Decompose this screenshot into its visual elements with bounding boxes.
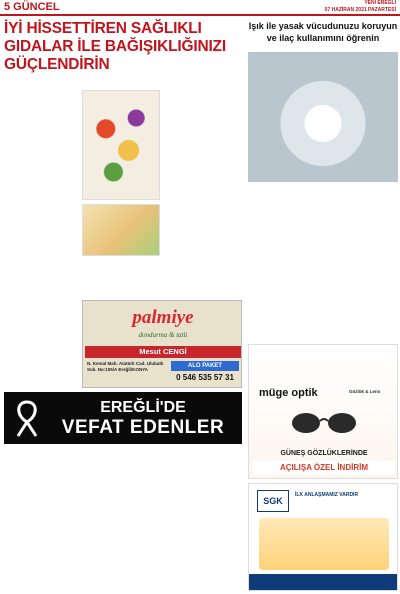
mugeoptik-logo: müge optik: [259, 387, 318, 399]
mourning-ribbon-icon: [12, 400, 42, 438]
sgk-illustration: [259, 518, 389, 570]
obituary-column-1: [4, 448, 120, 590]
sgk-advertisement: [248, 483, 398, 591]
healthy-food-photo: [82, 90, 160, 200]
obituary-banner: [4, 392, 242, 444]
mugeoptik-offer-line2: AÇILIŞA ÖZEL İNDİRİM: [253, 461, 395, 475]
palmiye-phone: 0 546 535 57 31: [176, 373, 234, 382]
obituary-title-line2: VEFAT EDENLER: [61, 417, 225, 438]
palmiye-delivery-badge: ALO PAKET: [171, 361, 239, 371]
mugeoptik-advertisement: [248, 344, 398, 479]
palmiye-subtitle: dondurma & tatlı: [138, 331, 188, 339]
side-story-body: [248, 190, 398, 340]
palmiye-advertisement: [82, 300, 242, 388]
obituary-title-line1: EREĞLİ'DE: [100, 399, 186, 416]
sunglasses-icon: [289, 409, 359, 437]
paper-name: YENİ EREĞLİ: [364, 0, 396, 6]
palmiye-logo: palmiye: [132, 307, 194, 328]
side-story-headline: Işık ile yasak vücudunuzu koruyun ve ilaç kullanımını öğrenin: [248, 21, 398, 43]
section-label: 5 GÜNCEL: [4, 1, 60, 13]
mugeoptik-tagline: Gözlük & Lens: [349, 389, 381, 394]
sgk-title: İLK ANLAŞMAMIZ VARDIR: [295, 492, 359, 498]
palmiye-address: N. Kemal Mah. Atatürk Cad. Ulubatlı Sok. No:105/A Ereğli/KONYA: [87, 361, 164, 372]
pills-photo: [248, 52, 398, 182]
sgk-logo: SGK: [257, 490, 289, 512]
issue-date: 07 HAZİRAN 2021 PAZARTESİ: [324, 7, 396, 13]
mugeoptik-offer-line1: GÜNEŞ GÖZLÜKLERİNDE: [280, 450, 368, 457]
main-headline: İYİ HİSSETTİREN SAĞLIKLI GIDALAR İLE BAĞIŞIKLIĞINIZI GÜÇLENDİRİN: [4, 20, 226, 73]
sgk-footer: [249, 574, 397, 590]
food-photo-secondary: [82, 204, 160, 256]
page-header-bar: [0, 0, 400, 16]
masthead: [325, 0, 396, 14]
obituary-column-2: [124, 448, 242, 590]
palmiye-manager: Mesut CENGİ: [85, 346, 241, 358]
